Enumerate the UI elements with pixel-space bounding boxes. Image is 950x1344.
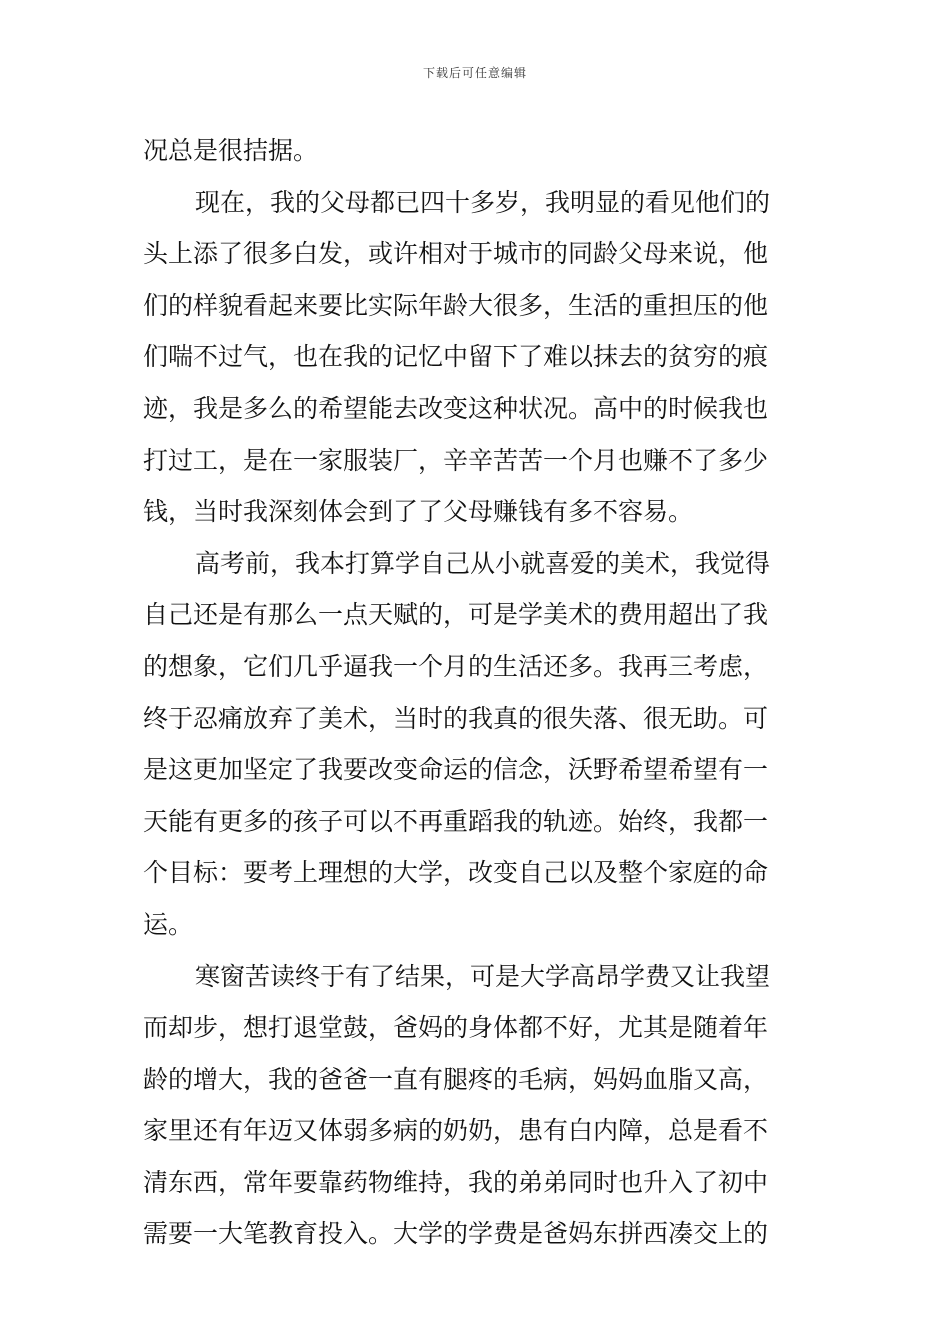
text-line: 况总是很拮据。	[143, 136, 319, 165]
text-line: 天能有更多的孩子可以不再重蹈我的轨迹。始终，我都一	[143, 806, 769, 836]
text-line: 打过工，是在一家服装厂，辛辛苦苦一个月也赚不了多少	[143, 445, 769, 475]
text-line: 迹，我是多么的希望能去改变这种状况。高中的时候我也	[143, 393, 769, 423]
text-line: 终于忍痛放弃了美术，当时的我真的很失落、很无助。可	[143, 703, 769, 733]
paragraph-first-line: 寒窗苦读终于有了结果，可是大学高昂学费又让我望	[195, 961, 771, 991]
text-line: 的想象，它们几乎逼我一个月的生活还多。我再三考虑，	[143, 651, 769, 681]
text-line: 头上添了很多白发，或许相对于城市的同龄父母来说，他	[143, 239, 769, 269]
paragraph-first-line: 高考前，我本打算学自己从小就喜爱的美术，我觉得	[195, 548, 771, 578]
text-line: 是这更加坚定了我要改变命运的信念，沃野希望希望有一	[143, 755, 769, 785]
document-body	[143, 125, 809, 1260]
text-line: 需要一大笔教育投入。大学的学费是爸妈东拼西凑交上的	[143, 1219, 769, 1249]
text-line: 家里还有年迈又体弱多病的奶奶，患有白内障，总是看不	[143, 1116, 769, 1146]
text-line: 自己还是有那么一点天赋的，可是学美术的费用超出了我	[143, 600, 769, 630]
text-line: 个目标：要考上理想的大学，改变自己以及整个家庭的命	[143, 858, 769, 888]
text-line: 钱，当时我深刻体会到了了父母赚钱有多不容易。	[143, 497, 694, 527]
page-header: 下载后可任意编辑	[422, 66, 527, 80]
text-line: 们喘不过气，也在我的记忆中留下了难以抹去的贫穷的痕	[143, 342, 769, 372]
text-line: 清东西，常年要靠药物维持，我的弟弟同时也升入了初中	[143, 1167, 769, 1197]
text-line: 们的样貌看起来要比实际年龄大很多，生活的重担压的他	[143, 290, 769, 320]
text-line: 运。	[143, 909, 194, 939]
text-line: 而却步，想打退堂鼓，爸妈的身体都不好，尤其是随着年	[143, 1013, 769, 1043]
text-line: 龄的增大，我的爸爸一直有腿疼的毛病，妈妈血脂又高，	[143, 1064, 769, 1094]
paragraph-first-line: 现在，我的父母都已四十多岁，我明显的看见他们的	[195, 187, 771, 217]
